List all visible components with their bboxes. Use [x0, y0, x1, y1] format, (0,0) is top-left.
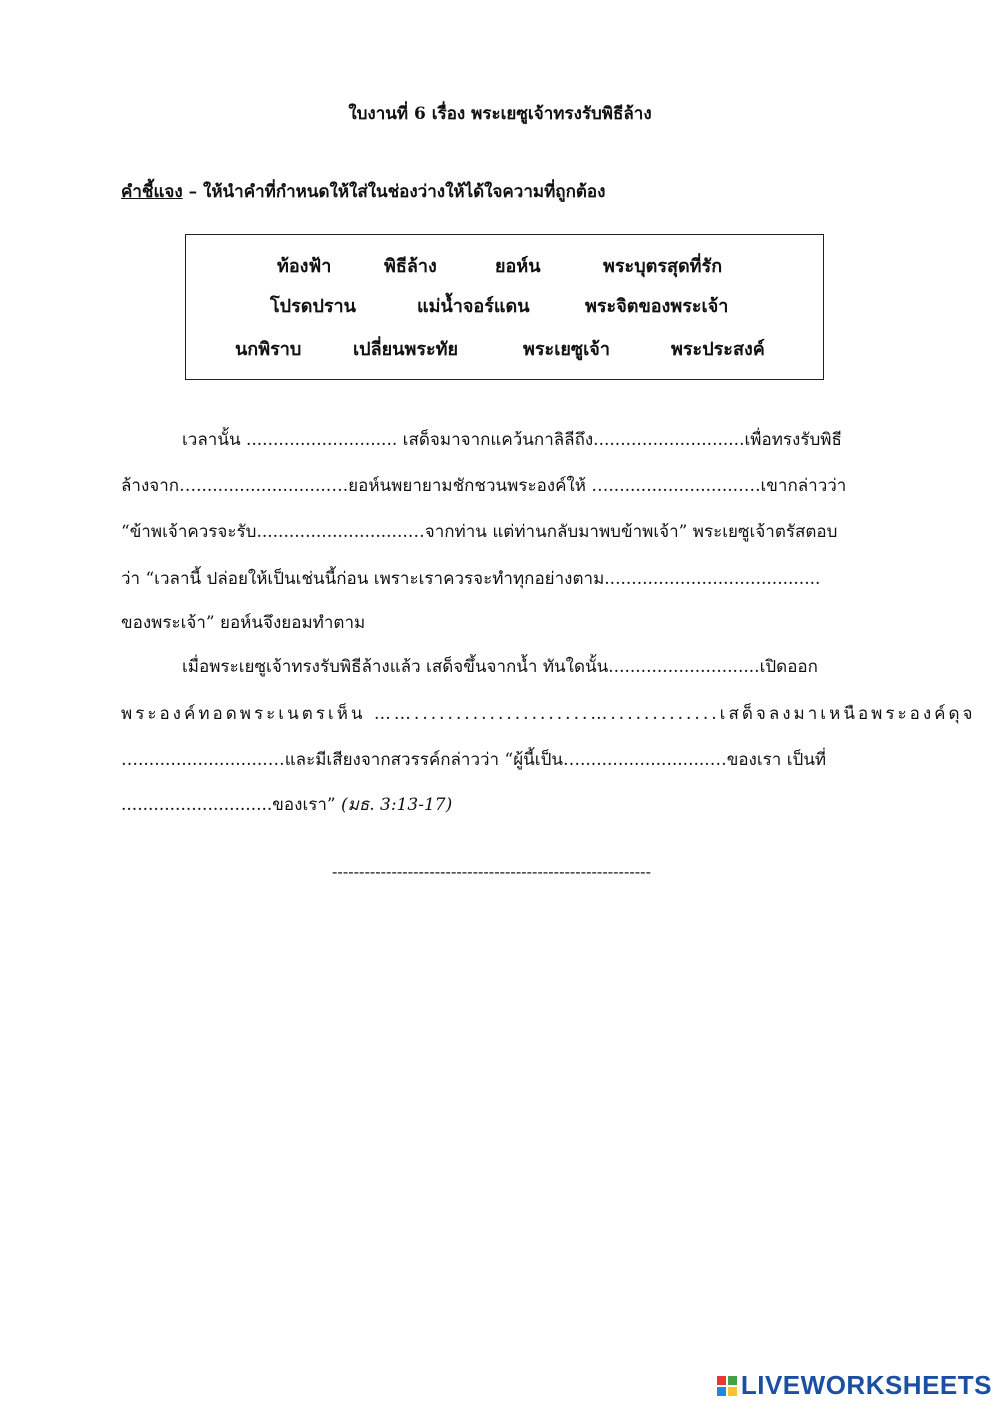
- word-bank-item: พระเยซูเจ้า: [523, 339, 610, 360]
- scripture-reference: (มธ. 3:13-17): [341, 795, 453, 815]
- paragraph-last-line: [121, 791, 452, 818]
- word-bank-item: พระบุตรสุดที่รัก: [603, 256, 723, 277]
- word-bank-item: โปรดปราน: [270, 296, 356, 317]
- divider: -----------------------------------------------------------: [332, 862, 651, 881]
- paragraph-line: “ข้าพเจ้าควรจะรับ............................…จากท่าน แต่ท่านกลับมาพบข้าพเจ้า” พระเยซูเจ้าตรัสตอบ: [121, 522, 838, 542]
- paragraph-line: ของพระเจ้า” ยอห์นจึงยอมทำตาม: [121, 613, 366, 633]
- paragraph-line: ว่า “เวลานี้ ปล่อยให้เป็นเช่นนี้ก่อน เพราะเราควรจะทำทุกอย่างตาม........................................: [121, 569, 821, 589]
- instruction-text: – ให้นำคำที่กำหนดให้ใส่ในช่องว่างให้ได้ใจความที่ถูกต้อง: [182, 182, 606, 202]
- logo-mark-icon: [717, 1376, 737, 1396]
- liveworksheets-logo: [717, 1370, 992, 1401]
- paragraph-line: เมื่อพระเยซูเจ้าทรงรับพิธีล้างแล้ว เสด็จขึ้นจากน้ำ ทันใดนั้น............................เปิดออก: [182, 657, 818, 677]
- worksheet-title: ใบงานที่ 6 เรื่อง พระเยซูเจ้าทรงรับพิธีล้าง: [348, 104, 652, 124]
- logo-text: LIVEWORKSHEETS: [740, 1370, 992, 1400]
- word-bank-item: ยอห์น: [495, 256, 541, 277]
- paragraph-line: …........................…และมีเสียงจากสวรรค์กล่าวว่า “ผู้นี้เป็น…........................…ของเรา เป็นที่: [121, 750, 827, 770]
- word-bank-item: ท้องฟ้า: [277, 256, 332, 277]
- word-bank-item: พระจิตของพระเจ้า: [585, 296, 729, 317]
- paragraph-line: ล้างจาก…........................….ยอห์นพยายามชักชวนพระองค์ให้ …........................….เขากล่าวว่า: [121, 476, 847, 496]
- paragraph-line: เวลานั้น ............................ เสด็จมาจากแคว้นกาลิลีถึง............................เพื่อทรงรับพิธี: [182, 430, 842, 450]
- word-bank-item: นกพิราบ: [235, 339, 302, 360]
- word-bank-item: แม่น้ำจอร์แดน: [417, 296, 530, 317]
- paragraph-line: พระองค์ทอดพระเนตรเห็น …….....................….............เสด็จลงมาเหนือพระองค์ดุจ: [121, 704, 976, 724]
- word-bank: [185, 234, 824, 380]
- paragraph-line: ............................ของเรา”: [121, 795, 336, 815]
- instruction-label: คำชี้แจง: [121, 182, 183, 202]
- word-bank-item: เปลี่ยนพระทัย: [353, 339, 459, 360]
- word-bank-item: พระประสงค์: [671, 339, 765, 360]
- word-bank-item: พิธีล้าง: [384, 256, 437, 277]
- instruction: [121, 178, 605, 205]
